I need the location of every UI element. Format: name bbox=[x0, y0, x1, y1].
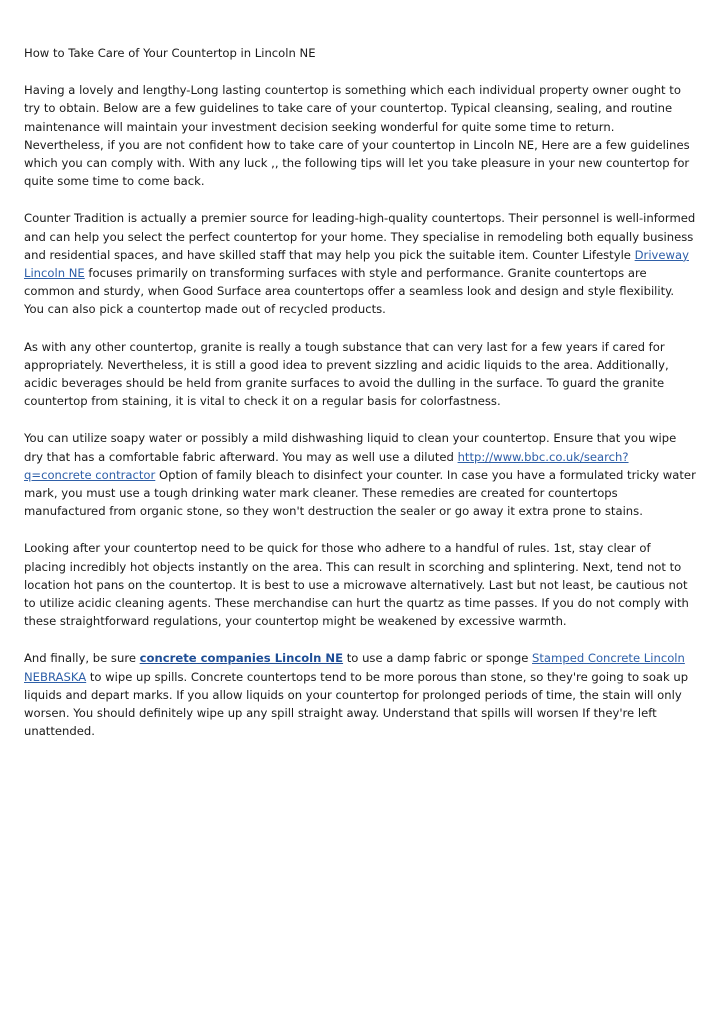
bbc-search-link[interactable]: http://www.bbc.co.uk/search?q=concrete contractor bbox=[24, 449, 629, 482]
paragraph-text: Counter Tradition is actually a premier source for leading-high-quality countertops. Their personnel is well-informed and can help you select the perfect countertop for your home. They specialise in remodeling both equally business and residential spaces, and have skilled staff that may help you pick the suitable item. Counter Lifestyle bbox=[24, 211, 696, 262]
paragraph-rules: Looking after your countertop need to be quick for those who adhere to a handful of rules. 1st, stay clear of placing incredibly hot objects instantly on the area. This can result in scorching and splintering. Next, tend not to location hot pans on the countertop. It is best to use a microwave alternatively. Last but not least, be cautious not to utilize acidic cleaning agents. These merchandise can hurt the quartz as time passes. If you do not comply with these straightforward regulations, your countertop might be weakened by excessive warmth. bbox=[24, 541, 689, 629]
paragraph-granite: As with any other countertop, granite is really a tough substance that can very last for a few years if cared for appropriately. Nevertheless, it is still a good idea to prevent sizzling and acidic liquids to the area. Additionally, acidic beverages should be held from granite surfaces to avoid the dulling in the surface. To guard the granite countertop from staining, it is vital to check it on a regular basis for colorfastness. bbox=[24, 339, 669, 409]
paragraph-counter-tradition bbox=[24, 209, 696, 318]
document-title: How to Take Care of Your Countertop in Lincoln NE bbox=[24, 46, 316, 60]
paragraph-text: to wipe up spills. Concrete countertops tend to be more porous than stone, so they're going to soak up liquids and depart marks. If you allow liquids on your countertop for prolonged periods of time, the stain will only worsen. You should definitely wipe up any spill straight away. Understand that spills will worsen If they're left unattended. bbox=[24, 669, 689, 739]
paragraph-intro: Having a lovely and lengthy-Long lasting countertop is something which each individual property owner ought to try to obtain. Below are a few guidelines to take care of your countertop. Typical cleansing, sealing, and routine maintenance will maintain your investment decision seeking wonderful for quite some time to return. Nevertheless, if you are not confident how to take care of your countertop in Lincoln NE, Here are a few guidelines which you can comply with. With any luck ,, the following tips will let you take pleasure in your new countertop for quite some time to come back. bbox=[24, 83, 690, 189]
paragraph-text: to use a damp fabric or sponge bbox=[343, 651, 533, 666]
concrete-companies-link[interactable]: concrete companies Lincoln NE bbox=[139, 651, 344, 666]
paragraph-text: focuses primarily on transforming surfaces with style and performance. Granite countertops are common and sturdy, when Good Surface area countertops offer a seamless look and design and style flexibility. You can also pick a countertop made out of recycled products. bbox=[24, 266, 675, 317]
paragraph-text: You can utilize soapy water or possibly a mild dishwashing liquid to clean your countertop. Ensure that you wipe dry that has a comfortable fabric afterward. You may as well use a diluted bbox=[24, 431, 677, 464]
paragraph-cleaning bbox=[24, 429, 696, 520]
paragraph-text: And finally, be sure bbox=[24, 651, 140, 666]
paragraph-text: Option of family bleach to disinfect your counter. In case you have a formulated tricky water mark, you must use a tough drinking water mark cleaner. These remedies are created for countertops manufactured from organic stone, so they won't destruction the sealer or go away it extra prone to stains. bbox=[24, 467, 696, 519]
stamped-concrete-link[interactable]: Stamped Concrete Lincoln NEBRASKA bbox=[24, 651, 685, 684]
document-page bbox=[24, 44, 696, 760]
driveway-lincoln-link[interactable]: Driveway Lincoln NE bbox=[24, 247, 689, 281]
paragraph-spills bbox=[24, 649, 696, 740]
